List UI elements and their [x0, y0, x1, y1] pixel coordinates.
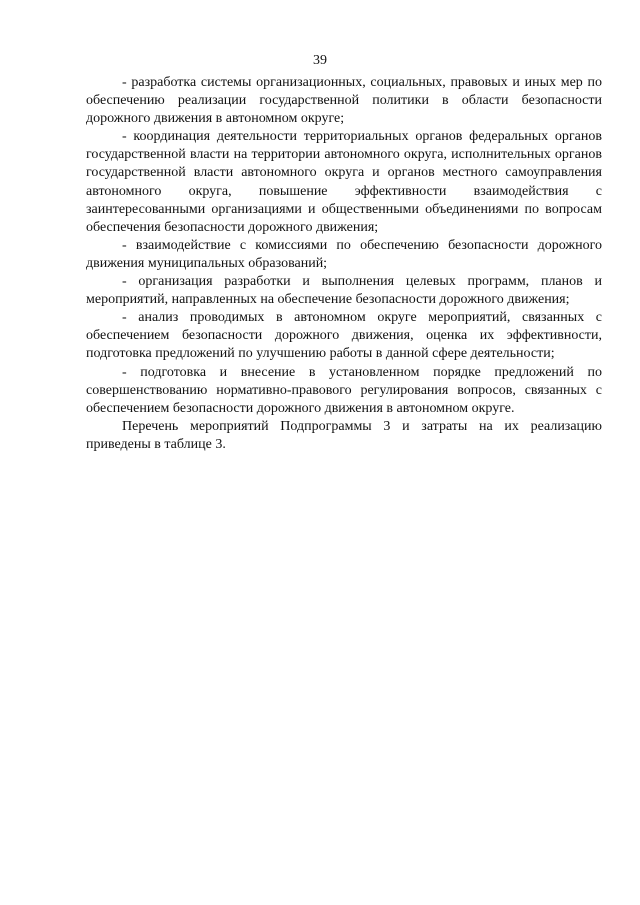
page-number: 39 — [313, 53, 327, 68]
paragraph-table-reference: Перечень мероприятий Подпрограммы 3 и затраты на их реализацию приведены в таблице 3. — [86, 418, 602, 452]
document-body — [86, 74, 602, 454]
paragraph-analysis: - анализ проводимых в автономном округе мероприятий, связанных с обеспечением безопасности дорожного движения, оценка их эффективности, подготовка предложений по улучшению работы в данной сфере деятельности; — [86, 310, 602, 362]
paragraph-commissions: - взаимодействие с комиссиями по обеспечению безопасности дорожного движения муниципальных образований; — [86, 237, 602, 271]
paragraph-coordination: - координация деятельности территориальных органов федеральных органов государственной власти на территории автономного округа, исполнительных органов государственной власти автономного округа и органов местного самоуправления автономного округа, повышение эффективности взаимодействия с заинтересованными организациями и общественными объединениями по вопросам обеспечения безопасности дорожного движения; — [86, 129, 602, 235]
paragraph-regulation-proposals: - подготовка и внесение в установленном порядке предложений по совершенствованию нормативно-правового регулирования вопросов, связанных с обеспечением безопасности дорожного движения в автономном округе. — [86, 364, 602, 416]
paragraph-system-development: - разработка системы организационных, социальных, правовых и иных мер по обеспечению реализации государственной политики в области безопасности дорожного движения в автономном округе; — [86, 75, 602, 127]
paragraph-target-programs: - организация разработки и выполнения целевых программ, планов и мероприятий, направленных на обеспечение безопасности дорожного движения; — [86, 274, 602, 308]
